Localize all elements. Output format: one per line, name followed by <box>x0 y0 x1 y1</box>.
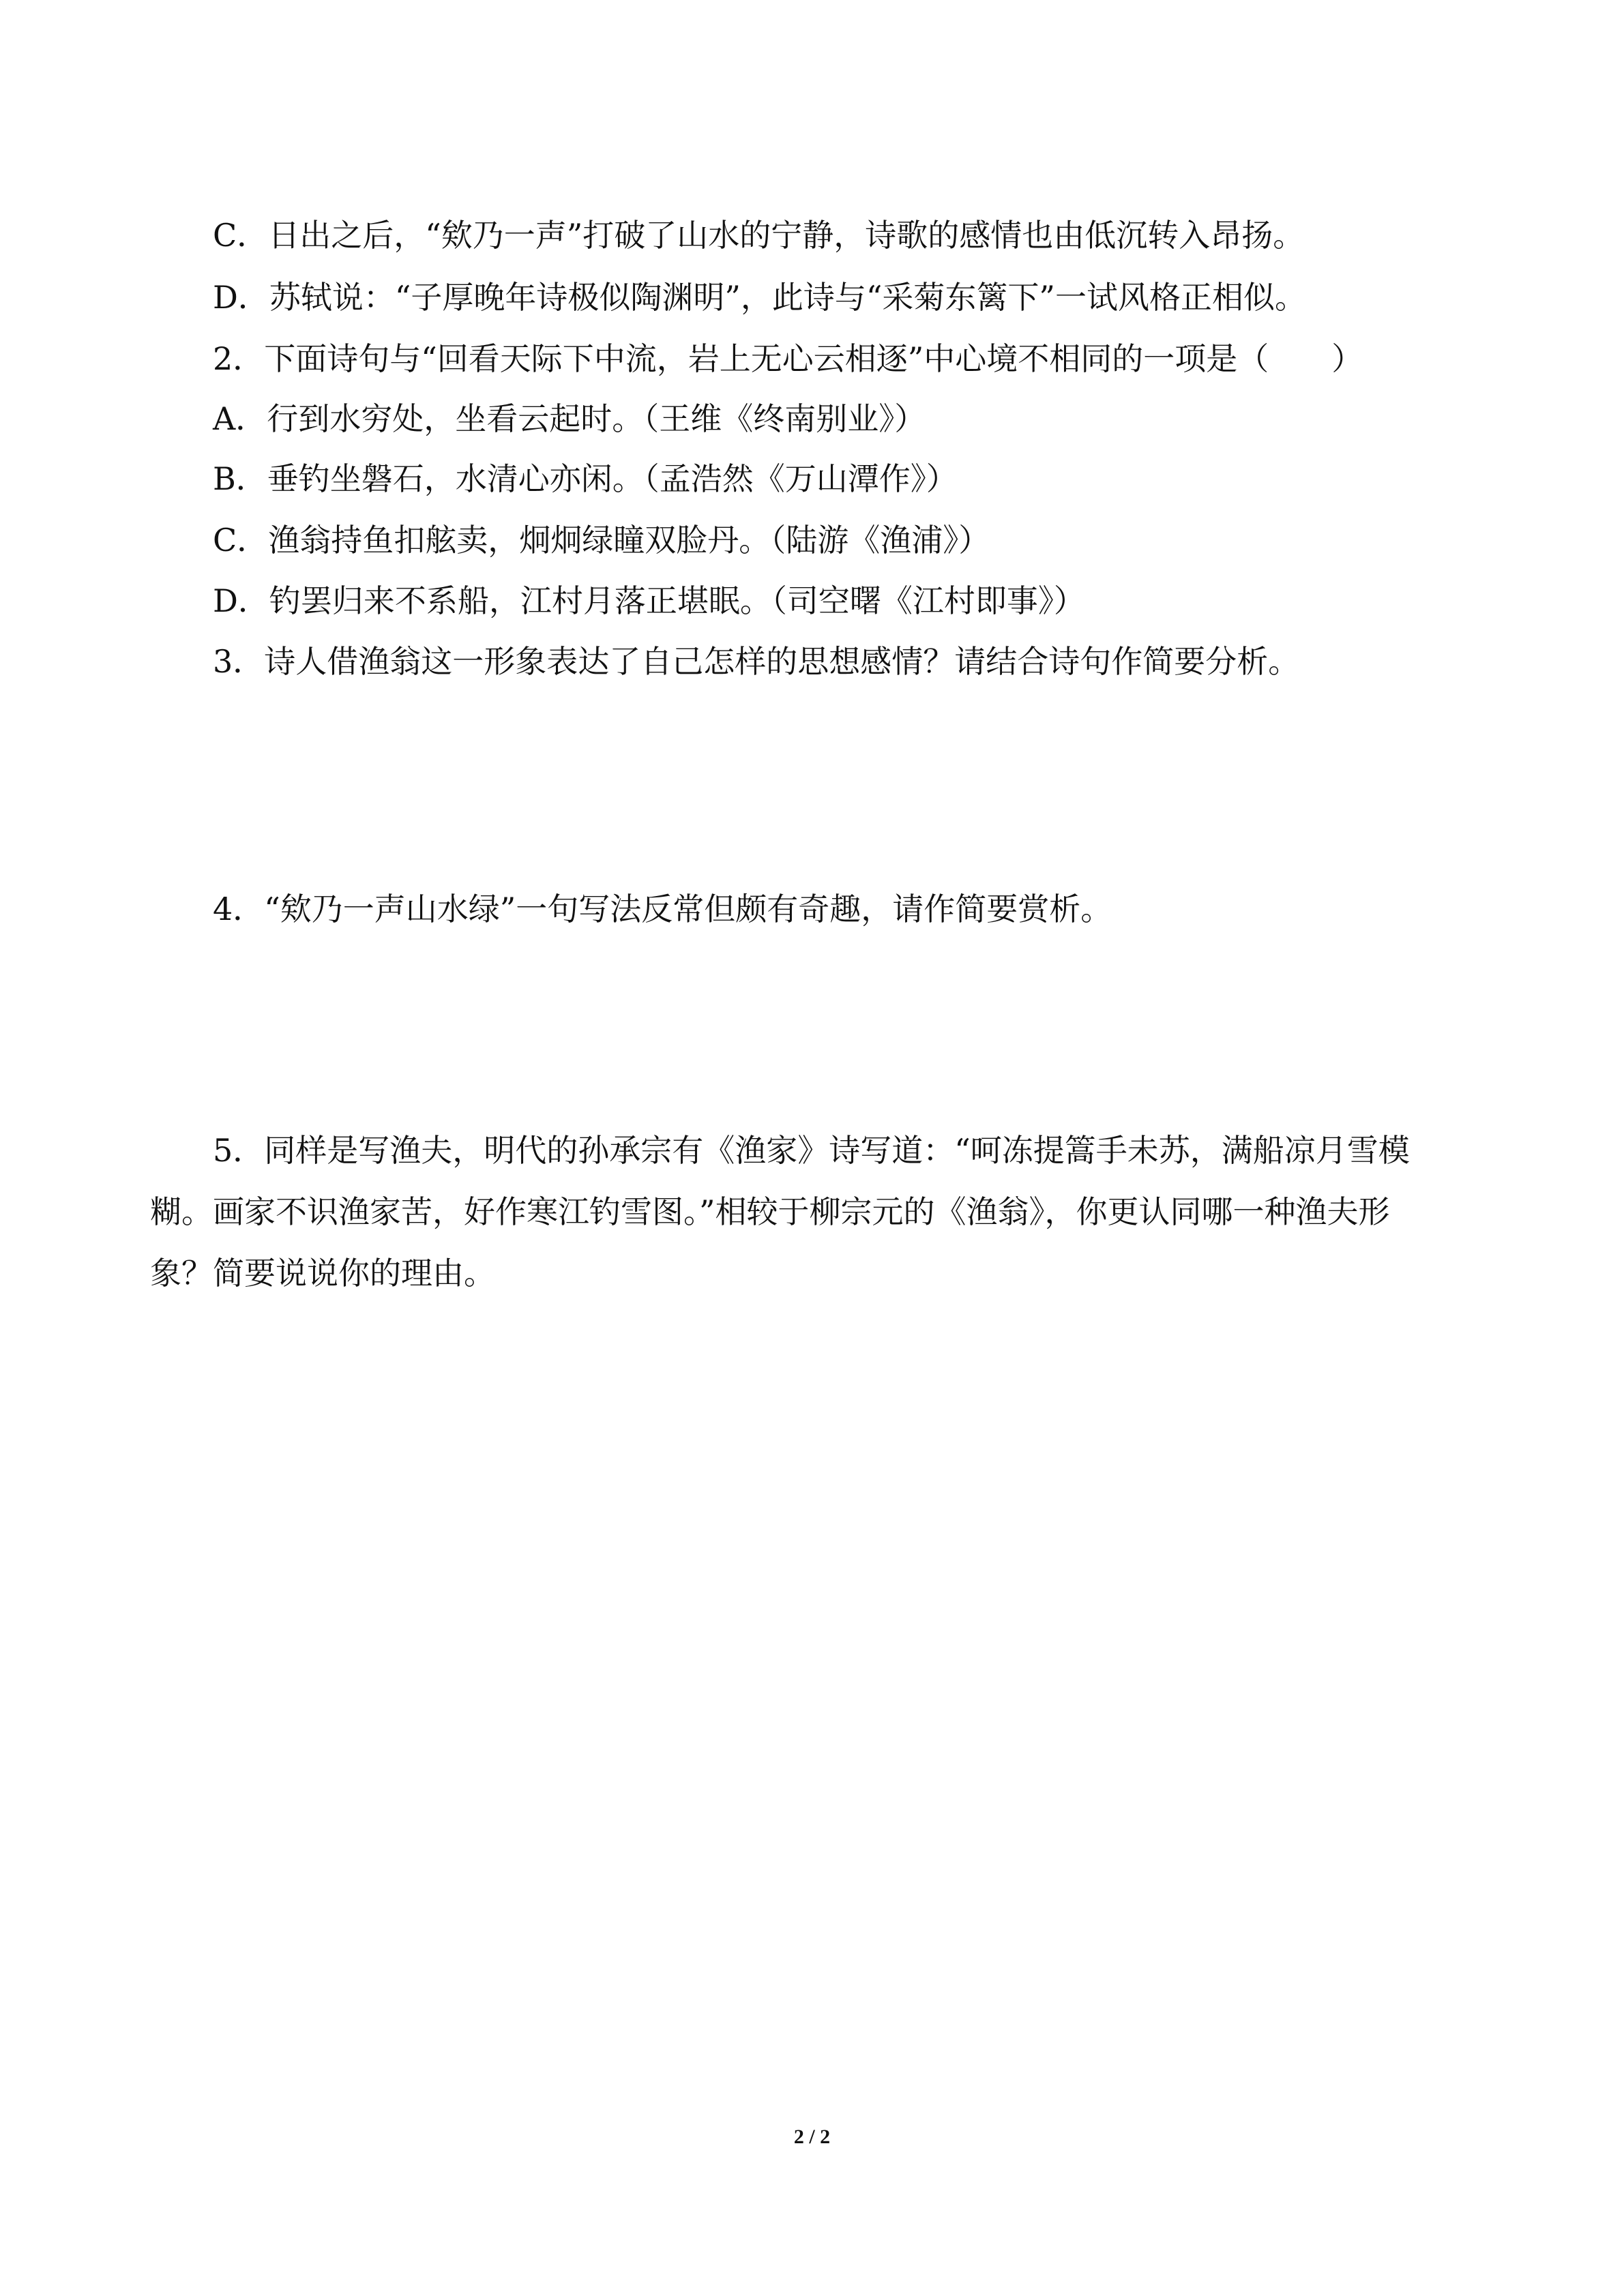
option-a-q2: A．行到水穷处，坐看云起时。（王维《终南别业》） <box>213 400 926 437</box>
question-5-line-3: 象？简要说说你的理由。 <box>150 1255 495 1292</box>
option-c-q1: C．日出之后，“欸乃一声”打破了山水的宁静，诗歌的感情也由低沉转入昂扬。 <box>213 217 1305 254</box>
option-b-q2: B．垂钓坐磐石，水清心亦闲。（孟浩然《万山潭作》） <box>213 460 958 497</box>
question-2: 2．下面诗句与“回看天际下中流，岩上无心云相逐”中心境不相同的一项是（ ） <box>213 340 1363 377</box>
question-5-line-2: 糊。画家不识渔家苦，好作寒江钓雪图。”相较于柳宗元的《渔翁》，你更认同哪一种渔夫形 <box>150 1193 1390 1230</box>
option-d-q2: D．钓罢归来不系船，江村月落正堪眠。（司空曙《江村即事》） <box>213 582 1085 619</box>
page-number: 2 / 2 <box>793 2126 831 2148</box>
question-4: 4．“欸乃一声山水绿”一句写法反常但颇有奇趣，请作简要赏析。 <box>213 891 1112 927</box>
question-5-line-1: 5．同样是写渔夫，明代的孙承宗有《渔家》诗写道：“呵冻提篙手未苏，满船凉月雪模 <box>213 1132 1410 1169</box>
question-3: 3．诗人借渔翁这一形象表达了自己怎样的思想感情？请结合诗句作简要分析。 <box>213 643 1300 680</box>
option-c-q2: C．渔翁持鱼扣舷卖，炯炯绿瞳双脸丹。（陆游《渔浦》） <box>213 522 990 558</box>
option-d-q1: D．苏轼说：“子厚晚年诗极似陶渊明”，此诗与“采菊东篱下”一试风格正相似。 <box>213 279 1306 316</box>
